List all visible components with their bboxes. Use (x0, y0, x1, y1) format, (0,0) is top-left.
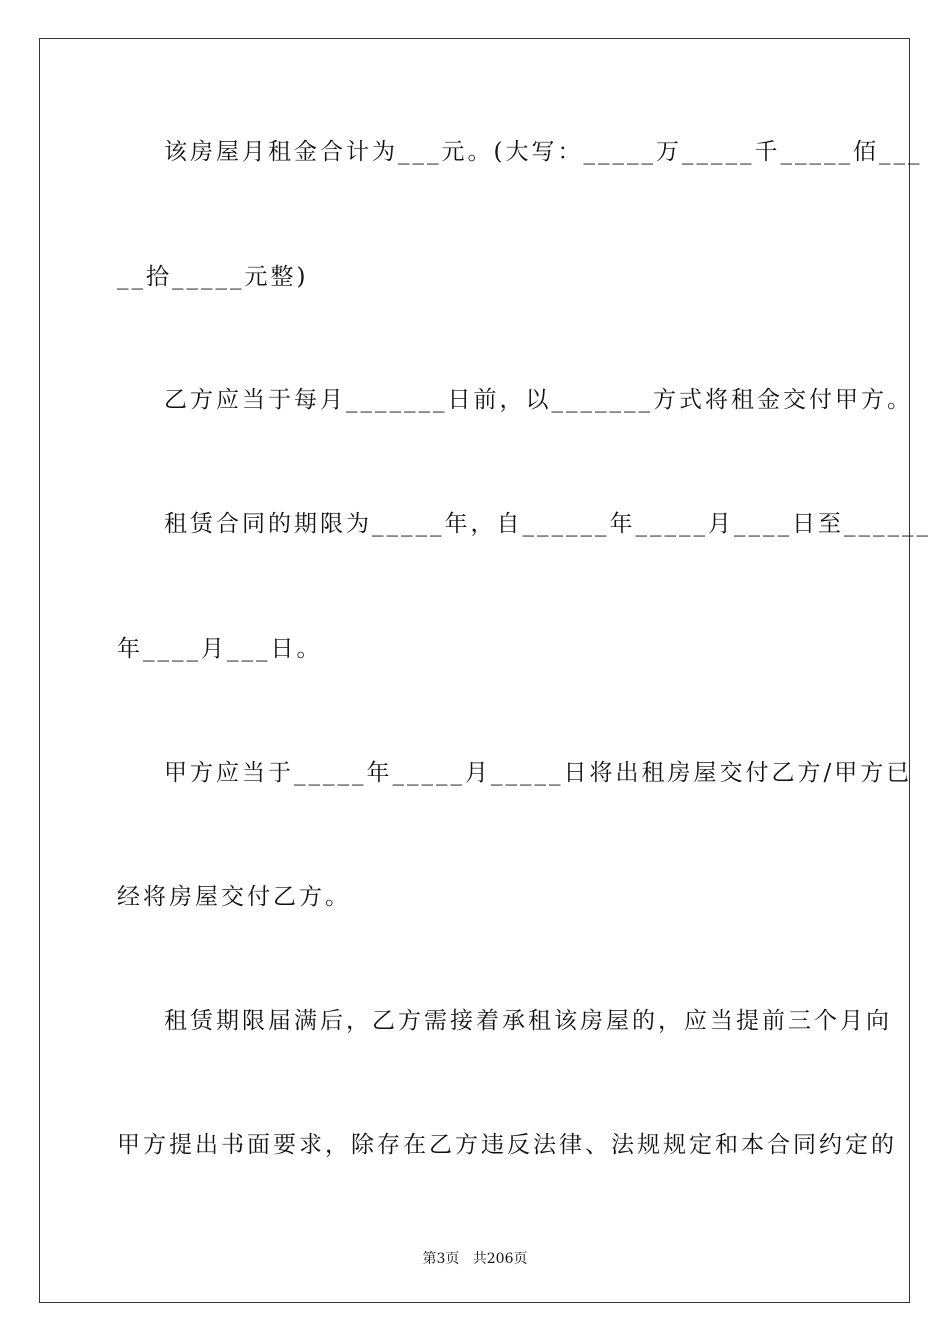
paragraph-lease-term: 租赁合同的期限为_____年，自______年_____月____日至______ (164, 511, 931, 537)
page-number-footer: 第3页 共206页 (422, 1251, 528, 1267)
paragraph-lease-term-cont: 年____月___日。 (117, 636, 323, 662)
paragraph-handover: 甲方应当于_____年_____月_____日将出租房屋交付乙方/甲方已 (164, 760, 913, 786)
page-border (39, 38, 913, 1303)
paragraph-rent-total-cont: __拾_____元整) (117, 264, 309, 290)
paragraph-handover-cont: 经将房屋交付乙方。 (117, 884, 351, 910)
paragraph-rent-total: 该房屋月租金合计为___元。(大写：_____万_____千_____佰___ (164, 139, 923, 165)
paragraph-renewal: 租赁期限届满后，乙方需接着承租该房屋的，应当提前三个月向 (164, 1008, 892, 1034)
paragraph-renewal-cont: 甲方提出书面要求，除存在乙方违反法律、法规规定和本合同约定的 (117, 1132, 897, 1158)
paragraph-rent-payment: 乙方应当于每月_______日前，以_______方式将租金交付甲方。 (164, 387, 913, 413)
